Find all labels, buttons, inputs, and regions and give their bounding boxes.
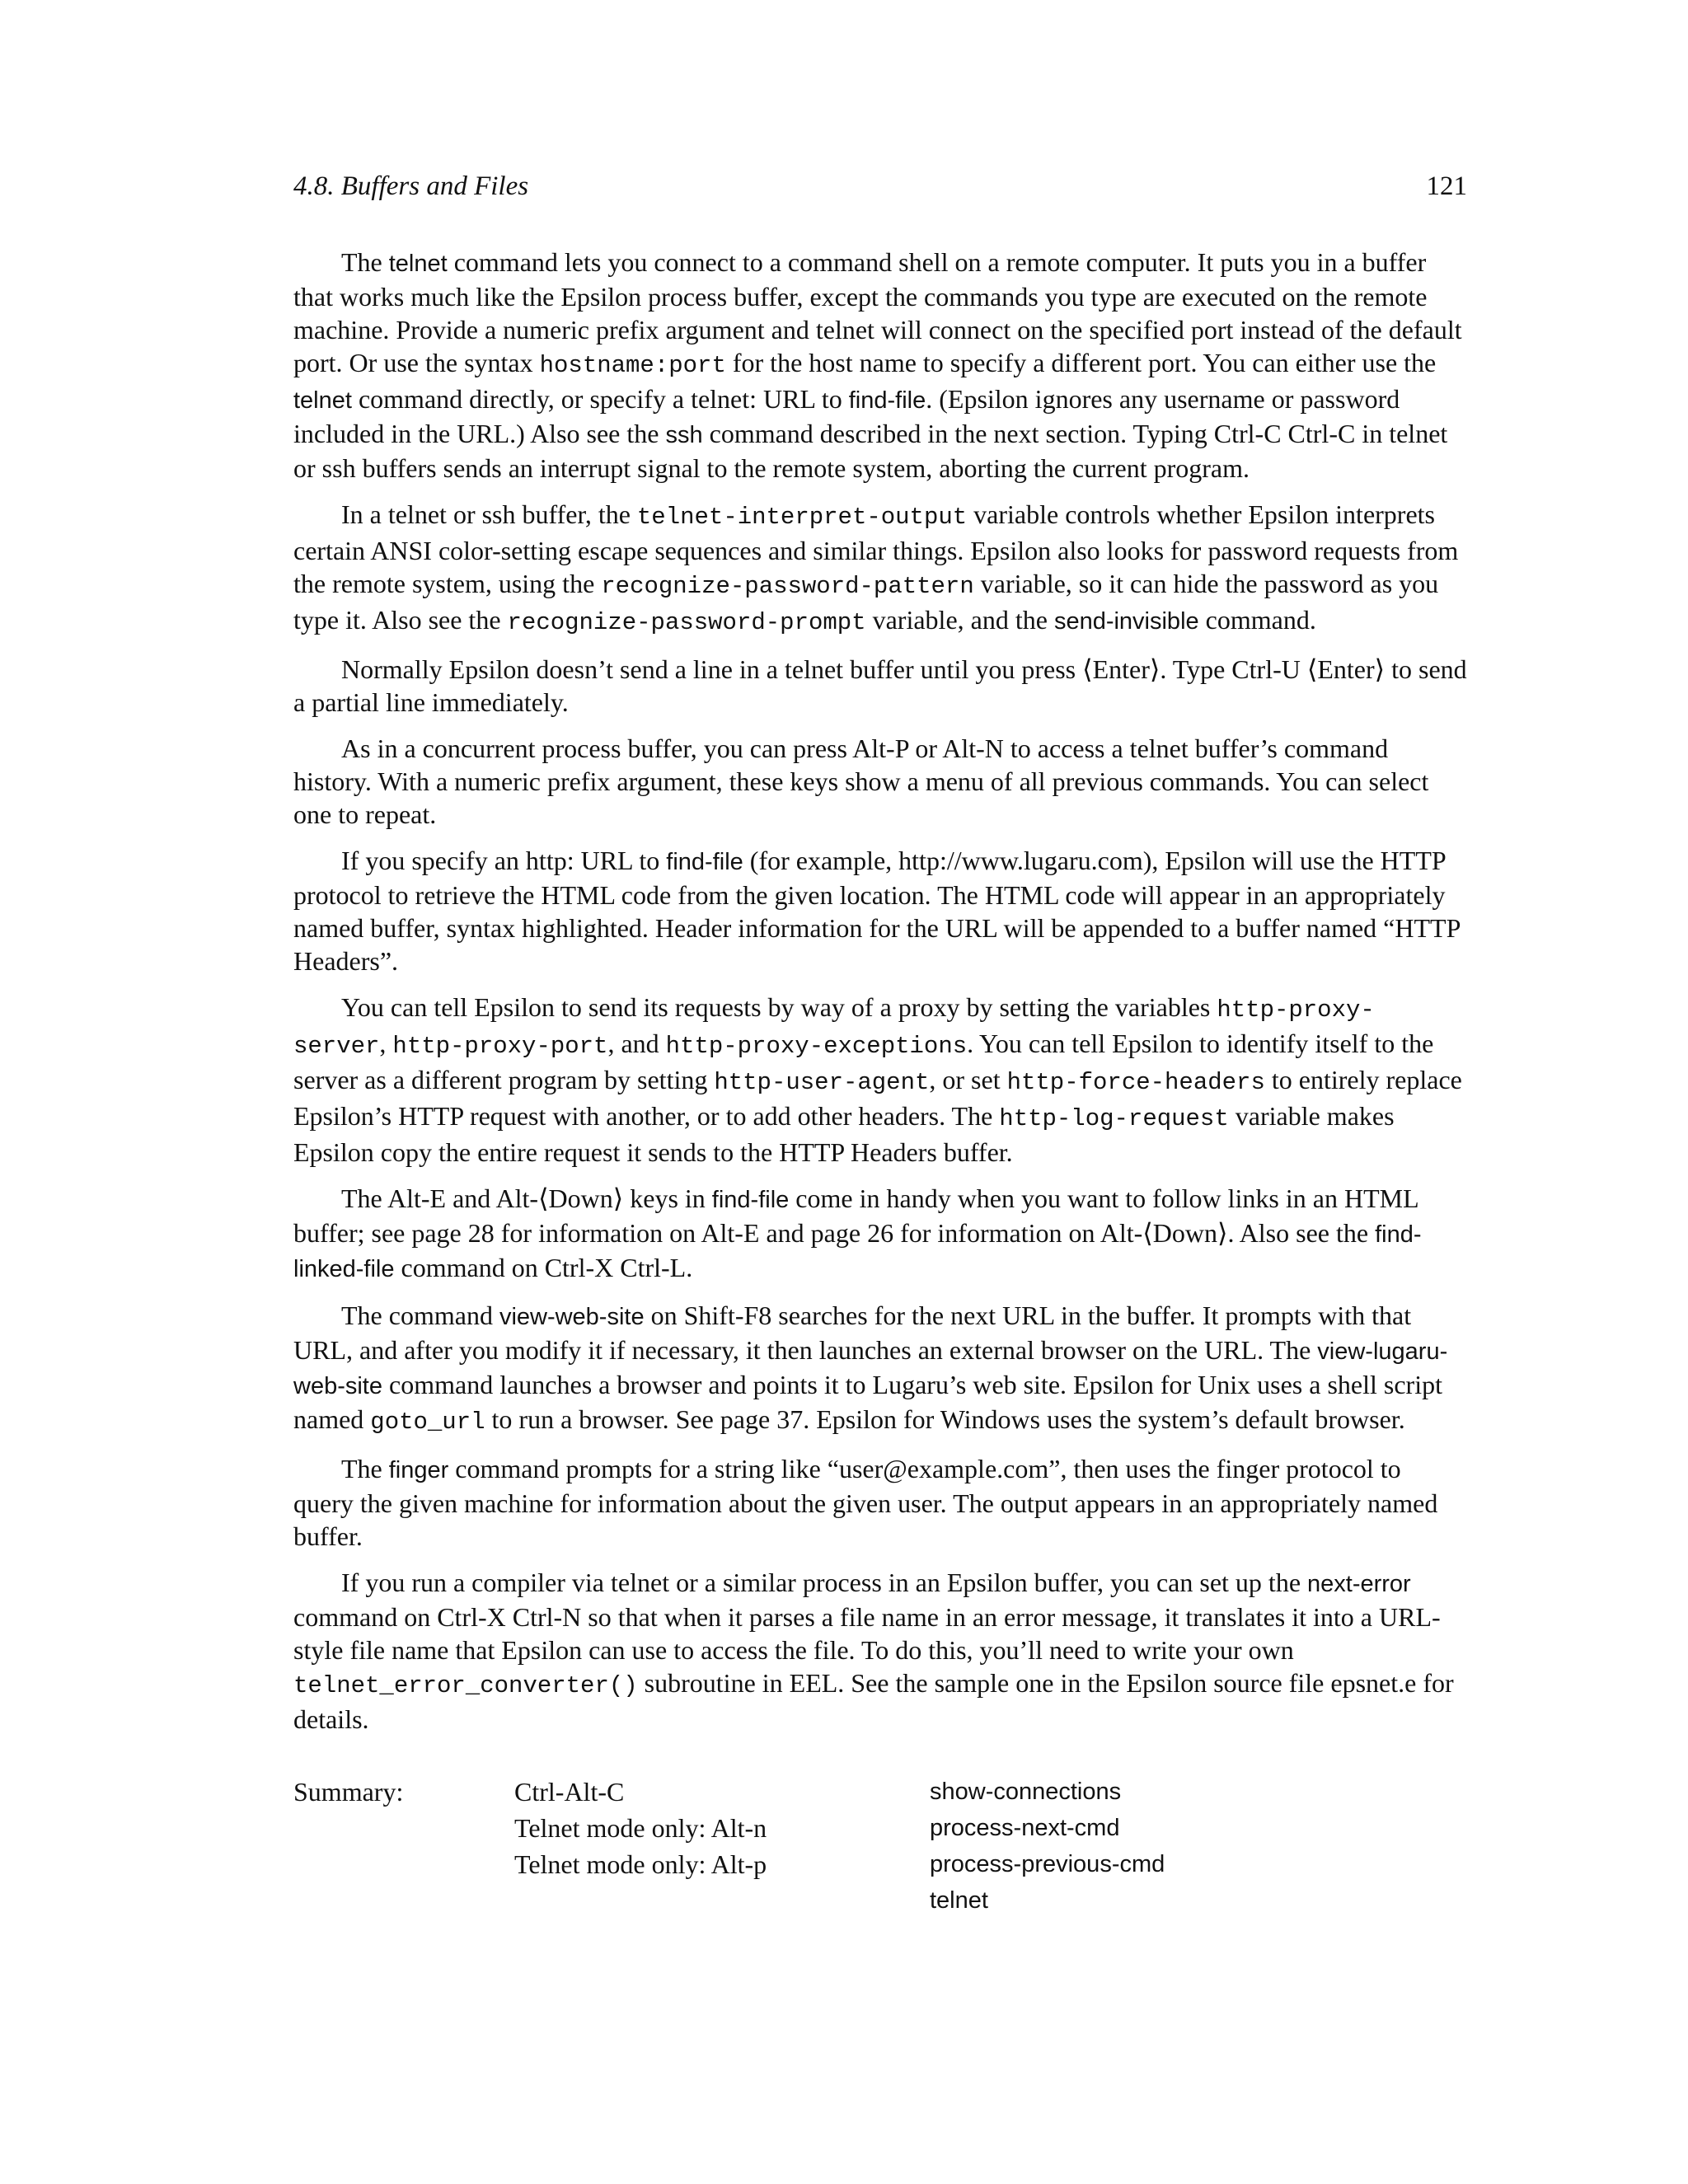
text-run: variable controls whether Epsilon interprets certain ANSI color-setting escape sequences and similar things. Epsilon also looks for password requests from the remote system, using the bbox=[293, 499, 1459, 598]
text-run: The Alt-E and Alt-⟨Down⟩ keys in bbox=[341, 1183, 712, 1213]
summary-label: Summary: bbox=[293, 1777, 404, 1807]
text-run: In a telnet or ssh buffer, the bbox=[341, 499, 637, 529]
command-name: send-invisible bbox=[1053, 608, 1199, 635]
text-run: (for example, http://www.lugaru.com), Epsilon will use the HTTP protocol to retrieve the HTML code from the given location. The HTML code will appear in an appropriately named buffer, syntax highlighted. Header information for the URL will be appended to a buffer named “HTTP Headers”. bbox=[293, 846, 1461, 976]
code-literal: telnet-interpret-output bbox=[636, 504, 968, 531]
paragraph-http-url bbox=[293, 844, 1467, 977]
summary-key: Telnet mode only: Alt-p bbox=[514, 1849, 767, 1879]
section-title: 4.8. Buffers and Files bbox=[293, 171, 529, 201]
text-run: command directly, or specify a telnet: URL to bbox=[351, 384, 849, 414]
text-run: command. bbox=[1198, 605, 1316, 635]
paragraph-http-proxy bbox=[293, 991, 1467, 1169]
text-run: command on Ctrl-X Ctrl-N so that when it parses a file name in an error message, it translates it into a URL-style file name that Epsilon can use to access the file. To do this, you’ll need to write your own bbox=[293, 1602, 1441, 1665]
text-run: on Shift-F8 searches for the next URL in the buffer. It prompts with that URL, and after you modify it if necessary, it then launches an external browser on the URL. The bbox=[293, 1301, 1412, 1365]
code-literal: http-proxy-port bbox=[392, 1033, 608, 1060]
paragraph-command-history bbox=[293, 732, 1467, 831]
command-name: ssh bbox=[665, 422, 703, 448]
text-run: , bbox=[379, 1029, 393, 1058]
paragraph-next-error bbox=[293, 1566, 1467, 1736]
summary-command: process-next-cmd bbox=[930, 1815, 1120, 1841]
text-run: Normally Epsilon doesn’t send a line in a telnet buffer until you press ⟨Enter⟩. Type Ctrl-U ⟨Enter⟩ to send a partial line immediately. bbox=[293, 654, 1467, 717]
code-literal: recognize-password-pattern bbox=[601, 573, 974, 600]
text-run: to run a browser. See page 37. Epsilon for Windows uses the system’s default browser. bbox=[485, 1404, 1405, 1434]
command-name: finger bbox=[388, 1457, 449, 1483]
command-name: find-linked-file bbox=[293, 1221, 1422, 1282]
text-run: The bbox=[341, 247, 389, 277]
text-run: command lets you connect to a command shell on a remote computer. It puts you in a buffer that works much like the Epsilon process buffer, except the commands you type are executed on the remote machine. Provide a numeric prefix argument and telnet will connect on the specified port instead of the default port. Or use the syntax bbox=[293, 247, 1462, 377]
summary-row bbox=[293, 1882, 1467, 1919]
code-literal: hostname:port bbox=[539, 352, 726, 379]
text-run: The bbox=[341, 1454, 389, 1483]
text-run: As in a concurrent process buffer, you can press Alt-P or Alt-N to access a telnet buffer’s command history. With a numeric prefix argument, these keys show a menu of all previous commands. You can select one to repeat. bbox=[293, 733, 1429, 829]
paragraph-telnet-command bbox=[293, 246, 1467, 485]
summary-key: Ctrl-Alt-C bbox=[514, 1777, 625, 1807]
text-run: The command bbox=[341, 1301, 499, 1330]
code-literal: recognize-password-prompt bbox=[507, 609, 866, 636]
text-run: variable, so it can hide the password as you type it. Also see the bbox=[293, 569, 1439, 635]
text-run: command described in the next section. Typing Ctrl-C Ctrl-C in telnet or ssh buffers sends an interrupt signal to the remote system, aborting the current program. bbox=[293, 419, 1448, 483]
text-run: command on Ctrl-X Ctrl-L. bbox=[394, 1253, 693, 1282]
text-run: variable, and the bbox=[865, 605, 1054, 635]
summary-command: process-previous-cmd bbox=[930, 1851, 1165, 1877]
summary-key: Telnet mode only: Alt-n bbox=[514, 1813, 767, 1843]
paragraph-finger bbox=[293, 1452, 1467, 1553]
summary-command: show-connections bbox=[930, 1779, 1122, 1805]
code-literal: http-force-headers bbox=[1006, 1069, 1265, 1096]
code-literal: http-proxy-server bbox=[293, 996, 1375, 1060]
summary-row bbox=[293, 1774, 1467, 1810]
text-run: subroutine in EEL. See the sample one in the Epsilon source file epsnet.e for details. bbox=[293, 1668, 1454, 1734]
text-run: If you specify an http: URL to bbox=[341, 846, 667, 875]
text-run: for the host name to specify a different port. You can either use the bbox=[725, 348, 1437, 377]
command-name: view-web-site bbox=[499, 1304, 645, 1330]
command-name: telnet bbox=[293, 387, 352, 414]
text-run: command prompts for a string like “user@example.com”, then uses the finger protocol to query the given machine for information about the given user. The output appears in an appropriately named buffer. bbox=[293, 1454, 1438, 1551]
text-run: . You can tell Epsilon to identify itself to the server as a different program by setting bbox=[293, 1029, 1434, 1094]
command-name: view-lugaru-web-site bbox=[293, 1338, 1448, 1399]
code-literal: http-log-request bbox=[999, 1105, 1229, 1132]
paragraph-view-web-site bbox=[293, 1299, 1467, 1439]
body-text bbox=[293, 246, 1467, 1749]
code-literal: telnet_error_converter() bbox=[293, 1672, 638, 1699]
paragraph-html-links bbox=[293, 1182, 1467, 1286]
summary-command: telnet bbox=[930, 1887, 988, 1914]
paragraph-enter-key bbox=[293, 653, 1467, 719]
code-literal: http-user-agent bbox=[714, 1069, 930, 1096]
text-run: to entirely replace Epsilon’s HTTP request with another, or to add other headers. The bbox=[293, 1065, 1462, 1131]
code-literal: http-proxy-exceptions bbox=[665, 1033, 968, 1060]
code-literal: goto_url bbox=[370, 1408, 485, 1436]
summary-row bbox=[293, 1810, 1467, 1846]
paragraph-telnet-variables bbox=[293, 498, 1467, 640]
text-run: You can tell Epsilon to send its requests by way of a proxy by setting the variables bbox=[341, 992, 1217, 1022]
text-run: command launches a browser and points it to Lugaru’s web site. Epsilon for Unix uses a shell script named bbox=[293, 1370, 1442, 1434]
command-name: next-error bbox=[1307, 1571, 1411, 1597]
text-run: variable makes Epsilon copy the entire request it sends to the HTTP Headers buffer. bbox=[293, 1101, 1395, 1167]
text-run: , or set bbox=[929, 1065, 1007, 1094]
summary-row bbox=[293, 1846, 1467, 1882]
text-run: come in handy when you want to follow links in an HTML buffer; see page 28 for information on Alt-E and page 26 for information on Alt-⟨Down⟩. Also see the bbox=[293, 1183, 1418, 1248]
command-name: find-file bbox=[666, 849, 743, 875]
page-number: 121 bbox=[1426, 171, 1467, 201]
command-name: find-file bbox=[848, 387, 926, 414]
text-run: If you run a compiler via telnet or a similar process in an Epsilon buffer, you can set up the bbox=[341, 1568, 1308, 1597]
text-run: , and bbox=[607, 1029, 666, 1058]
text-run: . (Epsilon ignores any username or password included in the URL.) Also see the bbox=[293, 384, 1400, 448]
running-header bbox=[293, 170, 1467, 203]
command-name: find-file bbox=[711, 1187, 790, 1213]
command-name: telnet bbox=[388, 251, 448, 277]
